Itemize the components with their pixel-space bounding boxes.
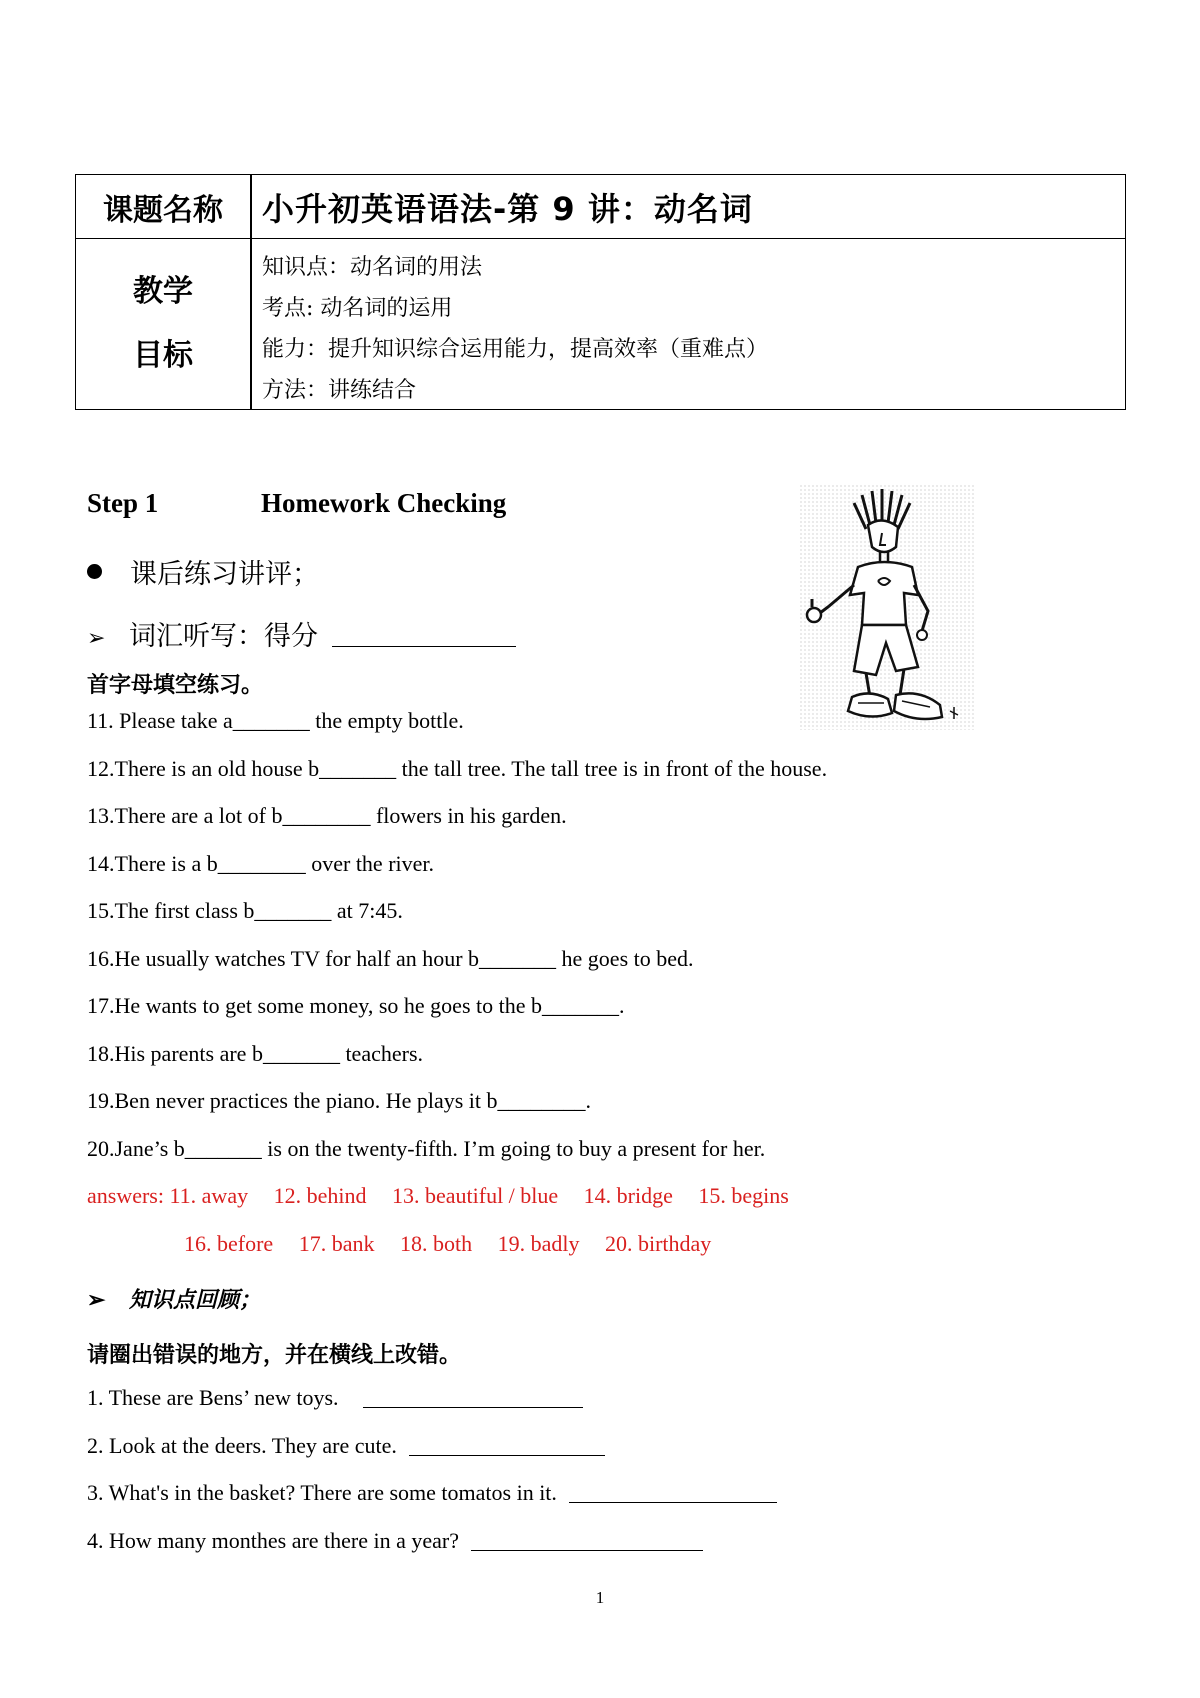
exercise-19: 19.Ben never practices the piano. He plays it b________. [87,1088,592,1113]
answer-12: 12. behind [273,1183,367,1208]
answer-blank [569,1482,777,1503]
page-number: 1 [595,1588,605,1607]
answers-line-1 [87,1183,789,1209]
error-item-3 [87,1480,777,1506]
error-item-2 [87,1433,605,1459]
objectives-list [262,247,768,411]
objective-method: 方法：讲练结合 [262,378,417,403]
bullet-vocab-dictation-text: 词汇听写：得分 [129,621,318,652]
bullet-vocab-dictation [87,614,516,653]
answer-14: 14. bridge [583,1183,673,1208]
answer-blank [409,1435,605,1456]
objectives-label-line2: 目标 [133,338,193,373]
error-correction-heading: 请圈出错误的地方，并在横线上改错。 [87,1343,462,1368]
objectives-label-line1: 教学 [133,274,193,309]
error-item-3-text: 3. What's in the basket? There are some tomatos in it. [87,1480,557,1505]
exercise-20: 20.Jane’s b_______ is on the twenty-fifth. I’m going to buy a present for her. [87,1136,766,1161]
exercise-18: 18.His parents are b_______ teachers. [87,1041,424,1066]
arrow-bullet-icon: ➢ [87,626,106,651]
answer-15: 15. begins [698,1183,789,1208]
error-item-4-text: 4. How many monthes are there in a year? [87,1528,460,1553]
objective-knowledge: 知识点：动名词的用法 [262,255,483,280]
lesson-info-table [75,174,1126,410]
exercise-13: 13.There are a lot of b________ flowers in his garden. [87,803,567,828]
bullet-homework-review-text: 课后练习讲评； [130,559,319,590]
arrow-bullet-icon: ➢ [87,1287,106,1313]
step-number: Step 1 [87,488,159,518]
step-title: Homework Checking [261,488,507,518]
error-item-1-text: 1. These are Bens’ new toys. [87,1385,339,1410]
exercise-14: 14.There is a b________ over the river. [87,851,435,876]
answer-18: 18. both [399,1231,473,1256]
exercise-12: 12.There is an old house b_______ the tall tree. The tall tree is in front of the house. [87,756,828,781]
knowledge-review-text: 知识点回顾； [129,1287,262,1313]
objective-exam-point: 考点: 动名词的运用 [262,296,453,321]
score-blank [332,624,516,647]
error-item-4 [87,1528,703,1554]
knowledge-review-heading [87,1283,261,1314]
exercise-17: 17.He wants to get some money, so he goes to the b_______. [87,993,625,1018]
exercise-15: 15.The first class b_______ at 7:45. [87,898,403,923]
step-heading [87,488,507,519]
answer-13: 13. beautiful / blue [391,1183,559,1208]
topic-label: 课题名称 [103,193,223,228]
bullet-dot-icon [87,564,102,579]
answer-20: 20. birthday [604,1231,712,1256]
objective-ability: 能力：提升知识综合运用能力，提高效率（重难点） [262,337,769,362]
table-divider [250,175,252,409]
bullet-homework-review [87,552,319,591]
answer-blank [363,1387,583,1408]
cartoon-figure-illustration [800,485,990,735]
answer-11: answers: 11. away [87,1183,249,1208]
lesson-title: 小升初英语语法-第 9 讲：动名词 [262,190,753,228]
objectives-label [76,239,250,409]
answer-19: 19. badly [497,1231,580,1256]
exercise-16: 16.He usually watches TV for half an hour b_______ he goes to bed. [87,946,694,971]
error-item-2-text: 2. Look at the deers. They are cute. [87,1433,397,1458]
answer-blank [471,1530,703,1551]
error-item-1 [87,1385,583,1411]
answer-17: 17. bank [298,1231,375,1256]
fill-blank-heading: 首字母填空练习。 [87,673,264,698]
answer-16: 16. before [184,1231,274,1256]
answers-line-2 [184,1231,711,1257]
exercise-11: 11. Please take a_______ the empty bottle. [87,708,464,733]
